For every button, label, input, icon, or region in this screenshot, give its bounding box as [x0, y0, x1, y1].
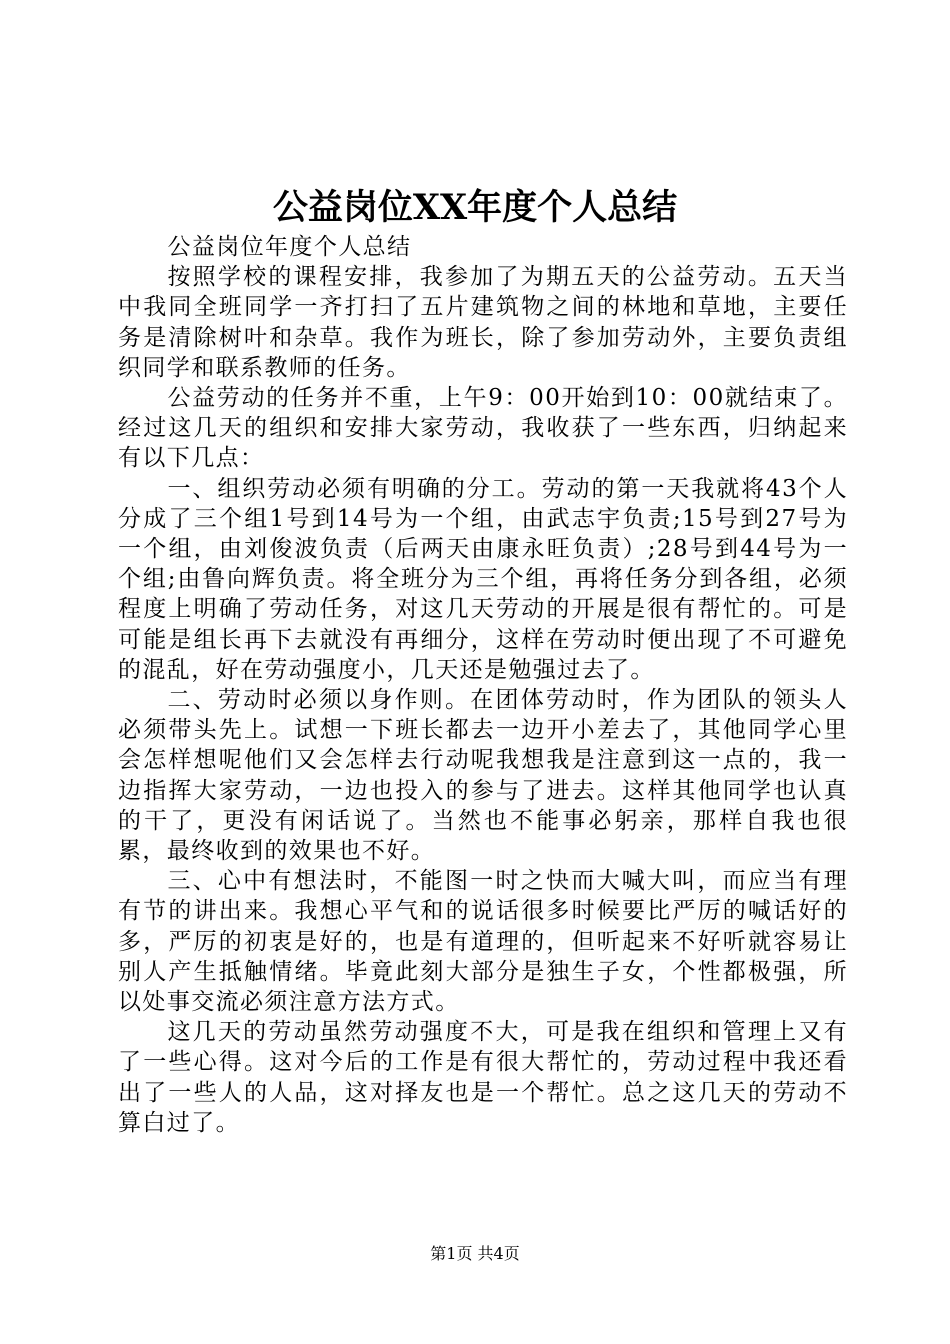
- page-number-footer: 第1页 共4页: [430, 1244, 520, 1263]
- body-paragraph: 公益劳动的任务并不重，上午9：00开始到10：00就结束了。经过这几天的组织和安排大家劳动，我收获了一些东西，归纳起来有以下几点：: [118, 385, 848, 472]
- body-paragraph: 三、心中有想法时，不能图一时之快而大喊大叫，而应当有理有节的讲出来。我想心平气和的说话很多时候要比严厉的喊话好的多，严厉的初衷是好的，也是有道理的，但听起来不好听就容易让别人产生抵触情绪。毕竟此刻大部分是独生子女，个性都极强，所以处事交流必须注意方法方式。: [118, 868, 848, 1016]
- document-body: [118, 232, 848, 1138]
- body-paragraph: 一、组织劳动必须有明确的分工。劳动的第一天我就将43个人分成了三个组1号到14号为一个组，由武志宇负责;15号到27号为一个组，由刘俊波负责（后两天由康永旺负责）;28号到44号为一个组;由鲁向辉负责。将全班分为三个组，再将任务分到各组，必须程度上明确了劳动任务，对这几天劳动的开展是很有帮忙的。可是可能是组长再下去就没有再细分，这样在劳动时便出现了不可避免的混乱，好在劳动强度小，几天还是勉强过去了。: [118, 475, 848, 683]
- body-paragraph: 按照学校的课程安排，我参加了为期五天的公益劳动。五天当中我同全班同学一齐打扫了五片建筑物之间的林地和草地，主要任务是清除树叶和杂草。我作为班长，除了参加劳动外，主要负责组织同学和联系教师的任务。: [118, 264, 848, 381]
- document-title: 公益岗位XX年度个人总结: [272, 187, 678, 228]
- body-paragraph: 这几天的劳动虽然劳动强度不大，可是我在组织和管理上又有了一些心得。这对今后的工作是有很大帮忙的，劳动过程中我还看出了一些人的人品，这对择友也是一个帮忙。总之这几天的劳动不算白过了。: [118, 1019, 848, 1136]
- body-paragraph: 二、劳动时必须以身作则。在团体劳动时，作为团队的领头人必须带头先上。试想一下班长都去一边开小差去了，其他同学心里会怎样想呢他们又会怎样去行动呢我想我是注意到这一点的，我一边指挥大家劳动，一边也投入的参与了进去。这样其他同学也认真的干了，更没有闲话说了。当然也不能事必躬亲，那样自我也很累，最终收到的效果也不好。: [118, 687, 848, 865]
- body-paragraph: 公益岗位年度个人总结: [167, 234, 412, 260]
